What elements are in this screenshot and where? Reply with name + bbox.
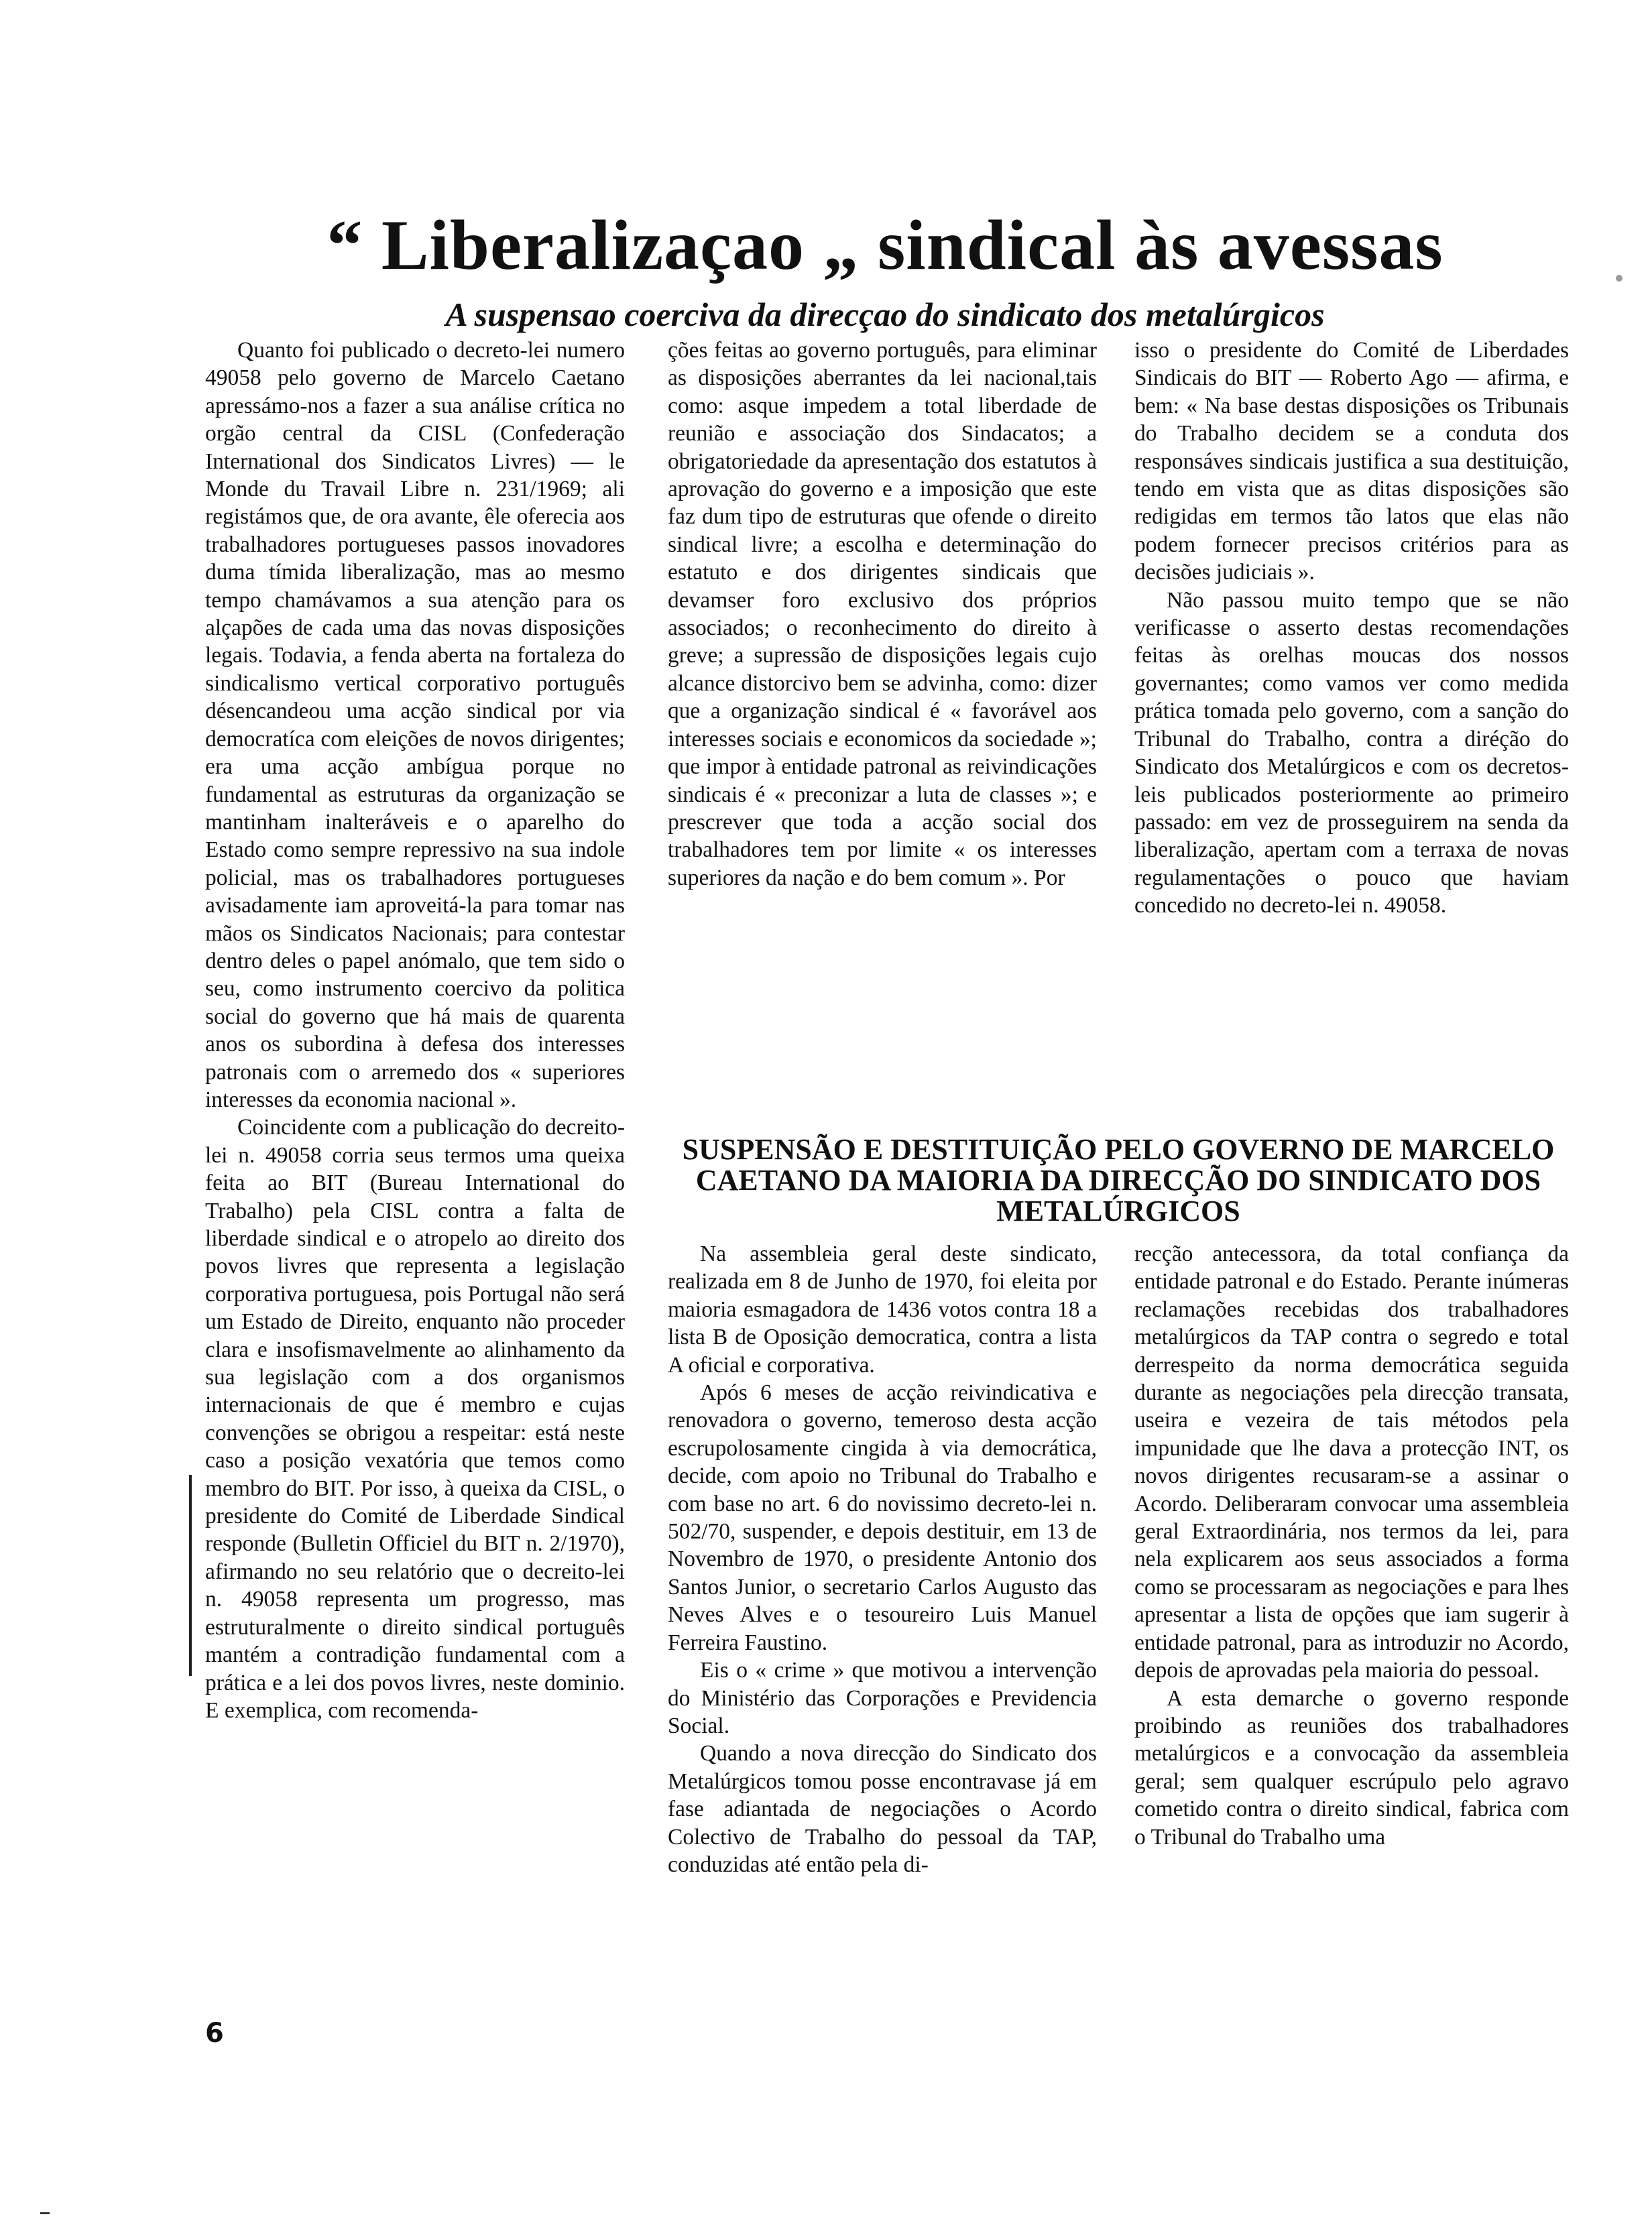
column-4 [668,1240,1097,1998]
article-subtitle: A suspensao coerciva da direcçao do sindicato dos metalúrgicos [445,295,1325,333]
section-heading: SUSPENSÃO E DESTITUIÇÃO PELO GOVERNO DE MARCELO CAETANO DA MAIORIA DA DIRECÇÃO DO SINDICATO DOS METALÚRGICOS [682,1133,1555,1227]
paragraph: Após 6 meses de acção reivindicativa e renovadora o governo, temeroso desta acção escrupolosamente cingida à via democrática, decide, com apoio no Tribunal do Trabalho e com base no art. 6 do novissimo decreto-lei n. 502/70, suspender, e depois destituir, em 13 de Novembro de 1970, o presidente Antonio dos Santos Junior, o secretario Carlos Augusto das Neves Alves e o tesoureiro Luis Manuel Ferreira Faustino. [668,1380,1097,1655]
paragraph: Quanto foi publicado o decreto-lei numero 49058 pelo governo de Marcelo Caetano apressámo-nos a fazer a sua análise crítica no orgão central da CISL (Confederação International dos Sindicatos Livres) — le Monde du Travail Libre n. 231/1969; ali registámos que, de ora avante, êle oferecia aos trabalhadores portugueses passos inovadores duma tímida liberalização, mas ao mesmo tempo chamávamos a sua atenção para os alçapões de cada uma das novas disposições legais. Todavia, a fenda aberta na fortaleza do sindicalismo vertical corporativo português désencandeou uma acção sindical por via democratíca com eleições de novos dirigentes; era uma acção ambígua porque no fundamental as estruturas da organização se mantinham inalteráveis e o aparelho do Estado como sempre repressivo na sua indole policial, mas os trabalhadores portugueses avisadamente iam aproveitá-la para tomar nas mãos os Sindicatos Nacionais; para contestar dentro deles o papel anómalo, que tem sido o seu, como instrumento coercivo da politica social do governo que há mais de quarenta anos os subordina à defesa dos interesses patronais com o arremedo dos « superiores interesses da economia nacional ». [205,338,625,1112]
paragraph: Coincidente com a publicação do decreito-lei n. 49058 corria seus termos uma queixa feita ao BIT (Bureau International do Trabalho) pela CISL contra a falta de liberdade sindical e o atropelo ao direito dos povos livres que representa a legislação corporativa portuguesa, pois Portugal não será um Estado de Direito, enquanto não proceder clara e insofismavelmente ao alinhamento da sua legislação com a dos organismos internacionais de que é membro e cujas convenções se obrigou a respeitar: está neste caso a posição vexatória que temos como membro do BIT. Por isso, à queixa da CISL, o presidente do Comité de Liberdade Sindical responde (Bulletin Officiel du BIT n. 2/1970), afirmando no seu relatório que o decreito-lei n. 49058 representa um progresso, mas estruturalmente o direito sindical português mantém a contradição fundamental com a prática e a lei dos povos livres, neste dominio. E exemplica, com recomenda- [205,1115,625,1723]
scan-mark [40,2212,50,2214]
paragraph: recção antecessora, da total confiança da entidade patronal e do Estado. Perante inúmeras reclamações recebidas dos trabalhadores metalúrgicos da TAP contra o segredo e total derrespeito da norma democrática seguida durante as negociações pela direcção transata, useira e vezeira de tais métodos pela impunidade que lhe dava a protecção INT, os novos dirigentes recusaram-se a assinar o Acordo. Deliberaram convocar uma assembleia geral Extraordinária, nos termos da lei, para nela explicarem aos seus associados a forma como se processaram as negociações e para lhes apresentar a lista de opções que iam sugerir à entidade patronal, para as introduzir no Acordo, depois de aprovadas pela maioria do pessoal. [1134,1242,1569,1683]
margin-edit-mark [189,1475,192,1676]
article-title: “ Liberalizaçao „ sindical às avessas [327,206,1443,285]
column-1 [205,337,625,1990]
paragraph: isso o presidente do Comité de Liberdades Sindicais do BIT — Roberto Ago — afirma, e bem: « Na base destas disposições os Tribunais do Trabalho decidem se a conduta dos responsáves sindicais justifica a sua destituição, tendo em vista que as ditas disposições são redigidas em termos tão latos que elas não podem fornecer precisos critérios para as decisões judiciais ». [1134,338,1569,585]
paragraph: A esta demarche o governo responde proibindo as reuniões dos trabalhadores metalúrgicos e a convocação da assembleia geral; sem qualquer escrúpulo pelo agravo cometido contra o direito sindical, fabrica com o Tribunal do Trabalho uma [1134,1685,1569,1850]
paragraph: ções feitas ao governo português, para eliminar as disposições aberrantes da lei nacional,tais como: asque impedem a total liberdade de reunião e associação dos Sindacatos; a obrigatoriedade da apresentação dos estatutos à aprovação do governo e a imposição que este faz dum tipo de estruturas que ofende o direito sindical livre; a escolha e determinação do estatuto e dos dirigentes sindicais que devamser foro exclusivo dos próprios associados; o reconhecimento do direito à greve; a supressão de disposições legais cujo alcance distorcivo bem se advinha, como: dizer que a organização sindical é « favorável aos interesses sociais e economicos da sociedade »; que impor à entidade patronal as reivindicações sindicais é « preconizar a luta de classes »; e prescrever que toda a acção social dos trabalhadores tem por limite « os interesses superiores da nação e do bem comum ». Por [668,338,1097,890]
paragraph: Na assembleia geral deste sindicato, realizada em 8 de Junho de 1970, foi eleita por maioria esmagadora de 1436 votos contra 18 a lista B de Oposição democratica, contra a lista A oficial e corporativa. [668,1242,1097,1378]
paragraph: Não passou muito tempo que se não verificasse o asserto destas recomendações feitas às orelhas moucas dos nossos governantes; como vamos ver como medida prática tomada pelo governo, com a sanção do Tribunal do Trabalho, contra a diréção do Sindicato dos Metalúrgicos e com os decretos-leis publicados posteriormente ao primeiro passado: em vez de prosseguirem na senda da liberalização, apertam com a terraxa de novas regulamentações o pouco que haviam concedido no decreto-lei n. 49058. [1134,587,1569,918]
print-speck [1616,275,1622,282]
column-5 [1134,1240,1569,1998]
paragraph: Eis o « crime » que motivou a intervenção do Ministério das Corporações e Previdencia Social. [668,1658,1097,1738]
column-3 [1134,337,1569,1034]
paragraph: Quando a nova direcção do Sindicato dos Metalúrgicos tomou posse encontravase já em fase adiantada de negociações o Acordo Colectivo de Trabalho do pessoal da TAP, conduzidas até então pela di- [668,1741,1097,1877]
page-number: 6 [205,2018,224,2049]
column-2 [668,337,1097,1034]
